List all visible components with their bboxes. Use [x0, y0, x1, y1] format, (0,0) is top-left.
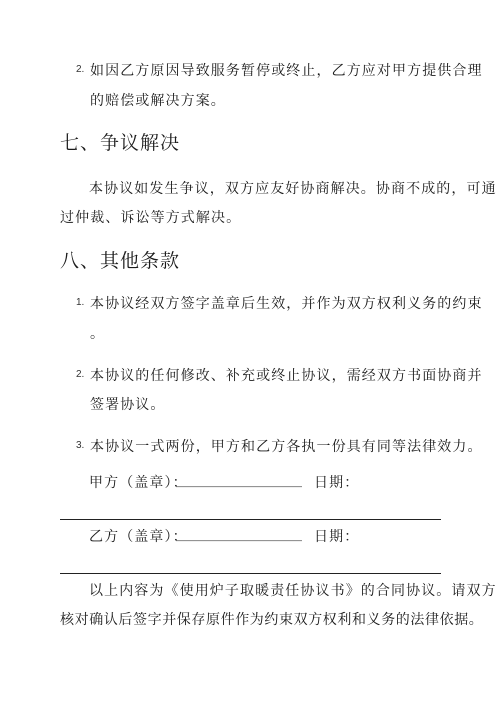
- section-heading-dispute: 七、争议解决: [60, 132, 181, 154]
- item-text-line: 的赔偿或解决方案。: [90, 93, 226, 109]
- item-text-line: 本协议经双方签字盖章后生效，并作为双方权利义务的约束: [90, 296, 483, 312]
- item-text-line: 。: [90, 326, 106, 342]
- party-b-signature-blank: __________________: [176, 526, 302, 542]
- party-a-date-label: 日期：: [314, 475, 360, 491]
- item-number: 3.: [76, 440, 85, 451]
- party-a-label: 甲方（盖章）：: [89, 475, 188, 491]
- party-a-signature-blank: __________________: [176, 472, 302, 488]
- divider-line: [60, 519, 441, 520]
- divider-line: [60, 573, 441, 574]
- party-b-date-label: 日期：: [314, 529, 360, 545]
- item-number: 2.: [76, 369, 85, 380]
- party-b-label: 乙方（盖章）：: [89, 529, 188, 545]
- item-number: 2.: [76, 64, 85, 75]
- item-text-line: 如因乙方原因导致服务暂停或终止，乙方应对甲方提供合理: [90, 63, 483, 79]
- closing-line: 核对确认后签字并保存原件作为约束双方权利和义务的法律依据。: [60, 612, 484, 628]
- item-text-line: 本协议的任何修改、补充或终止协议，需经双方书面协商并: [90, 368, 483, 384]
- item-number: 1.: [76, 297, 85, 308]
- item-text-line: 签署协议。: [90, 397, 166, 413]
- section-heading-other-terms: 八、其他条款: [60, 250, 181, 272]
- item-text-line: 本协议一式两份，甲方和乙方各执一份具有同等法律效力。: [90, 439, 483, 455]
- paragraph-line: 本协议如发生争议，双方应友好协商解决。协商不成的，可通: [89, 181, 497, 197]
- paragraph-line: 过仲裁、诉讼等方式解决。: [60, 210, 242, 226]
- closing-line: 以上内容为《使用炉子取暖责任协议书》的合同协议。请双方: [89, 583, 497, 599]
